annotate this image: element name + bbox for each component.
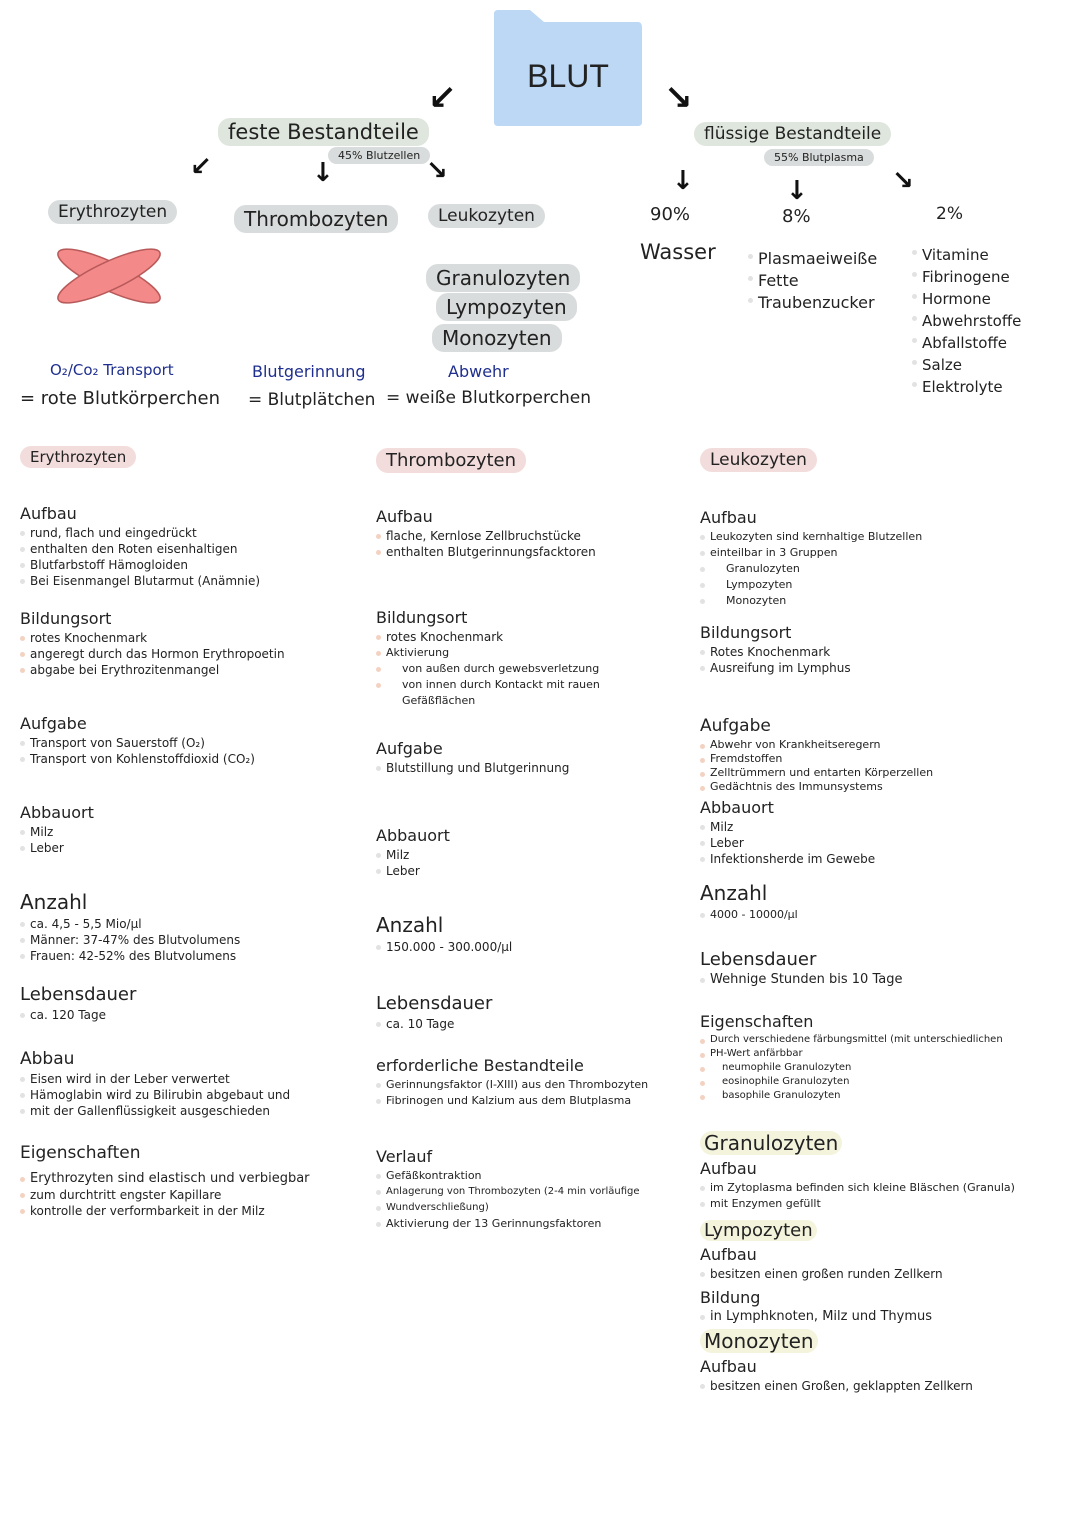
list-item: basophile Granulozyten: [700, 1089, 1070, 1103]
subtype-heading: Lympozyten: [700, 1220, 817, 1241]
section-heading: Bildungsort: [376, 608, 468, 627]
section-heading: Aufbau: [700, 1159, 757, 1178]
list-item: rotes Knochenmark: [20, 630, 360, 646]
list-item: Wundverschließung): [376, 1200, 676, 1216]
plasma-item: Vitamine: [912, 244, 1021, 266]
list-item: Männer: 37-47% des Blutvolumens: [20, 932, 360, 948]
cell-label-leukozyten: Leukozyten: [428, 204, 545, 228]
list-item: enthalten Blutgerinnungsfacktoren: [376, 544, 676, 560]
list-item: enthalten den Roten eisenhaltigen: [20, 541, 360, 557]
section-heading: Bildungsort: [700, 623, 792, 642]
list-item: Aktivierung der 13 Gerinnungsfaktoren: [376, 1216, 676, 1232]
cell-function: Blutgerinnung: [252, 362, 366, 381]
arrow-down-left-icon: ↙: [190, 152, 212, 182]
column-title: Thrombozyten: [376, 448, 526, 473]
list-item: Rotes Knochenmark: [700, 644, 1070, 660]
plasma-item: Elektrolyte: [912, 376, 1021, 398]
folder-icon: [492, 8, 644, 128]
cell-function: O₂/Co₂ Transport: [50, 361, 174, 379]
section-heading: Eigenschaften: [20, 1143, 141, 1163]
section-heading: Abbauort: [376, 826, 450, 845]
list-item: Infektionsherde im Gewebe: [700, 851, 1070, 867]
list-item: Fibrinogen und Kalzium aus dem Blutplasma: [376, 1093, 676, 1109]
plasma-item: Wasser: [640, 240, 716, 264]
arrow-down-icon: ↓: [786, 176, 808, 206]
column-thrombozyten: [376, 448, 676, 1250]
plasma-percent: 2%: [936, 204, 963, 224]
list-item: Frauen: 42-52% des Blutvolumens: [20, 948, 360, 964]
section-heading: Aufgabe: [700, 716, 771, 736]
column-leukozyten: [700, 448, 1070, 1412]
list-item: Hämoglabin wird zu Bilirubin abgebaut und: [20, 1087, 360, 1103]
list-item: Wehnige Stunden bis 10 Tage: [700, 972, 1070, 988]
section-heading: Aufbau: [376, 507, 433, 526]
right-branch: [694, 122, 891, 146]
column-erythrozyten: [20, 446, 360, 1237]
section-heading: Abbau: [20, 1049, 75, 1069]
folder-title: BLUT: [527, 58, 609, 94]
list-item: einteilbar in 3 Gruppen: [700, 545, 1070, 561]
plasma-item: Abfallstoffe: [912, 332, 1021, 354]
list-item: Leukozyten sind kernhaltige Blutzellen: [700, 529, 1070, 545]
list-item: Leber: [376, 863, 676, 879]
plasma-item: Fette: [748, 270, 877, 292]
section-heading: Abbauort: [700, 798, 774, 817]
list-item: mit der Gallenflüssigkeit ausgeschieden: [20, 1103, 360, 1119]
list-item: angeregt durch das Hormon Erythropoetin: [20, 646, 360, 662]
plasma-percent: 90%: [650, 204, 691, 225]
section-heading: Bildungsort: [20, 609, 112, 628]
cell-label-erythrozyten: Erythrozyten: [48, 200, 177, 224]
section-heading: Lebensdauer: [20, 984, 137, 1005]
list-item: Leber: [700, 835, 1070, 851]
list-item: von innen durch Kontackt mit rauen Gefäßflächen: [376, 677, 676, 709]
list-item: Erythrozyten sind elastisch und verbiegbar: [20, 1171, 360, 1187]
subtype-heading: Granulozyten: [700, 1131, 842, 1155]
section-heading: Lebensdauer: [700, 949, 817, 970]
left-branch-sub: 45% Blutzellen: [328, 147, 430, 164]
right-branch-sub: 55% Blutplasma: [764, 149, 874, 166]
erythrocyte-illustration: [52, 244, 166, 312]
list-item: eosinophile Granulozyten: [700, 1075, 1070, 1089]
cell-meaning: = Blutplätchen: [248, 390, 376, 410]
plasma-item: Hormone: [912, 288, 1021, 310]
plasma-percent: 8%: [782, 206, 811, 227]
arrow-down-right-icon: ↘: [426, 156, 448, 186]
cell-meaning: = rote Blutkörperchen: [20, 388, 220, 409]
list-item: Milz: [20, 824, 360, 840]
section-heading: Aufbau: [20, 504, 77, 523]
list-item: Milz: [700, 819, 1070, 835]
section-heading: Aufgabe: [376, 739, 443, 758]
list-item: Monozyten: [700, 593, 1070, 609]
list-item: Eisen wird in der Leber verwertet: [20, 1071, 360, 1087]
arrow-down-icon: ↓: [312, 158, 334, 188]
list-item: Transport von Kohlenstoffdioxid (CO₂): [20, 751, 360, 767]
leukozyten-subtype: Granulozyten: [426, 264, 580, 292]
list-item: abgabe bei Erythrozitenmangel: [20, 662, 360, 678]
list-item: Aktivierung: [376, 645, 676, 661]
list-item: in Lymphknoten, Milz und Thymus: [700, 1309, 1070, 1325]
left-branch: [218, 118, 429, 146]
section-heading: Bildung: [700, 1288, 761, 1307]
list-item: Lympozyten: [700, 577, 1070, 593]
list-item: Granulozyten: [700, 561, 1070, 577]
arrow-down-right-icon: ↘: [892, 166, 914, 196]
list-item: Anlagerung von Thrombozyten (2-4 min vorläufige: [376, 1184, 676, 1200]
list-item: im Zytoplasma befinden sich kleine Bläschen (Granula): [700, 1180, 1070, 1196]
list-item: ca. 4,5 - 5,5 Mio/µl: [20, 916, 360, 932]
section-heading: Lebensdauer: [376, 993, 493, 1014]
leukozyten-subtype: Monozyten: [432, 324, 562, 352]
plasma-item: Traubenzucker: [748, 292, 877, 314]
plasma-item: Plasmaeiweiße: [748, 248, 877, 270]
cell-function: Abwehr: [448, 362, 509, 381]
list-item: 4000 - 10000/µl: [700, 907, 1070, 923]
plasma-list: [912, 244, 1021, 398]
list-item: Gefäßkontraktion: [376, 1168, 676, 1184]
section-heading: Aufbau: [700, 1245, 757, 1264]
list-item: flache, Kernlose Zellbruchstücke: [376, 528, 676, 544]
list-item: Durch verschiedene färbungsmittel (mit unterschiedlichen: [700, 1033, 1070, 1047]
list-item: Blutfarbstoff Hämogloiden: [20, 557, 360, 573]
section-heading: Aufgabe: [20, 714, 87, 733]
section-heading: Anzahl: [20, 890, 88, 914]
list-item: Gerinnungsfaktor (I-XIII) aus den Thrombozyten: [376, 1077, 676, 1093]
list-item: Bei Eisenmangel Blutarmut (Anämnie): [20, 573, 360, 589]
list-item: rund, flach und eingedrückt: [20, 525, 360, 541]
list-item: besitzen einen Großen, geklappten Zellkern: [700, 1378, 1070, 1394]
list-item: ca. 120 Tage: [20, 1007, 360, 1023]
leukozyten-subtype: Lympozyten: [436, 293, 577, 321]
plasma-list: [748, 248, 877, 314]
plasma-item: Abwehrstoffe: [912, 310, 1021, 332]
list-item: Blutstillung und Blutgerinnung: [376, 760, 676, 776]
arrow-down-right-icon: ↘: [664, 78, 693, 118]
section-heading: Abbauort: [20, 803, 94, 822]
list-item: kontrolle der verformbarkeit in der Milz: [20, 1203, 360, 1219]
list-item: ca. 10 Tage: [376, 1016, 676, 1032]
section-heading: Aufbau: [700, 508, 757, 527]
section-heading: Eigenschaften: [700, 1012, 814, 1031]
right-branch-title: flüssige Bestandteile: [694, 122, 891, 146]
arrow-down-left-icon: ↙: [428, 78, 457, 118]
column-title: Leukozyten: [700, 448, 817, 472]
section-heading: Anzahl: [376, 913, 444, 937]
list-item: zum durchtritt engster Kapillare: [20, 1187, 360, 1203]
list-item: Leber: [20, 840, 360, 856]
list-item: Milz: [376, 847, 676, 863]
list-item: besitzen einen großen runden Zellkern: [700, 1266, 1070, 1282]
list-item: neumophile Granulozyten: [700, 1061, 1070, 1075]
list-item: Abwehr von Krankheitseregern: [700, 738, 1070, 752]
list-item: Gedächtnis des Immunsystems: [700, 780, 1070, 794]
section-heading: Anzahl: [700, 881, 768, 905]
section-heading: Verlauf: [376, 1147, 433, 1166]
list-item: Zelltrümmern und entarten Körperzellen: [700, 766, 1070, 780]
list-item: PH-Wert anfärbbar: [700, 1047, 1070, 1061]
list-item: mit Enzymen gefüllt: [700, 1196, 1070, 1212]
list-item: rotes Knochenmark: [376, 629, 676, 645]
arrow-down-icon: ↓: [672, 166, 694, 196]
section-heading: erforderliche Bestandteile: [376, 1056, 584, 1075]
plasma-item: Salze: [912, 354, 1021, 376]
list-item: Fremdstoffen: [700, 752, 1070, 766]
cell-meaning: = weiße Blutkorperchen: [386, 388, 591, 408]
column-title: Erythrozyten: [20, 446, 136, 468]
left-branch-title: feste Bestandteile: [218, 118, 429, 146]
subtype-heading: Monozyten: [700, 1329, 818, 1353]
list-item: Transport von Sauerstoff (O₂): [20, 735, 360, 751]
list-item: 150.000 - 300.000/µl: [376, 939, 676, 955]
section-heading: Aufbau: [700, 1357, 757, 1376]
plasma-item: Fibrinogene: [912, 266, 1021, 288]
cell-label-thrombozyten: Thrombozyten: [234, 205, 398, 233]
list-item: von außen durch gewebsverletzung: [376, 661, 676, 677]
list-item: Ausreifung im Lymphus: [700, 660, 1070, 676]
